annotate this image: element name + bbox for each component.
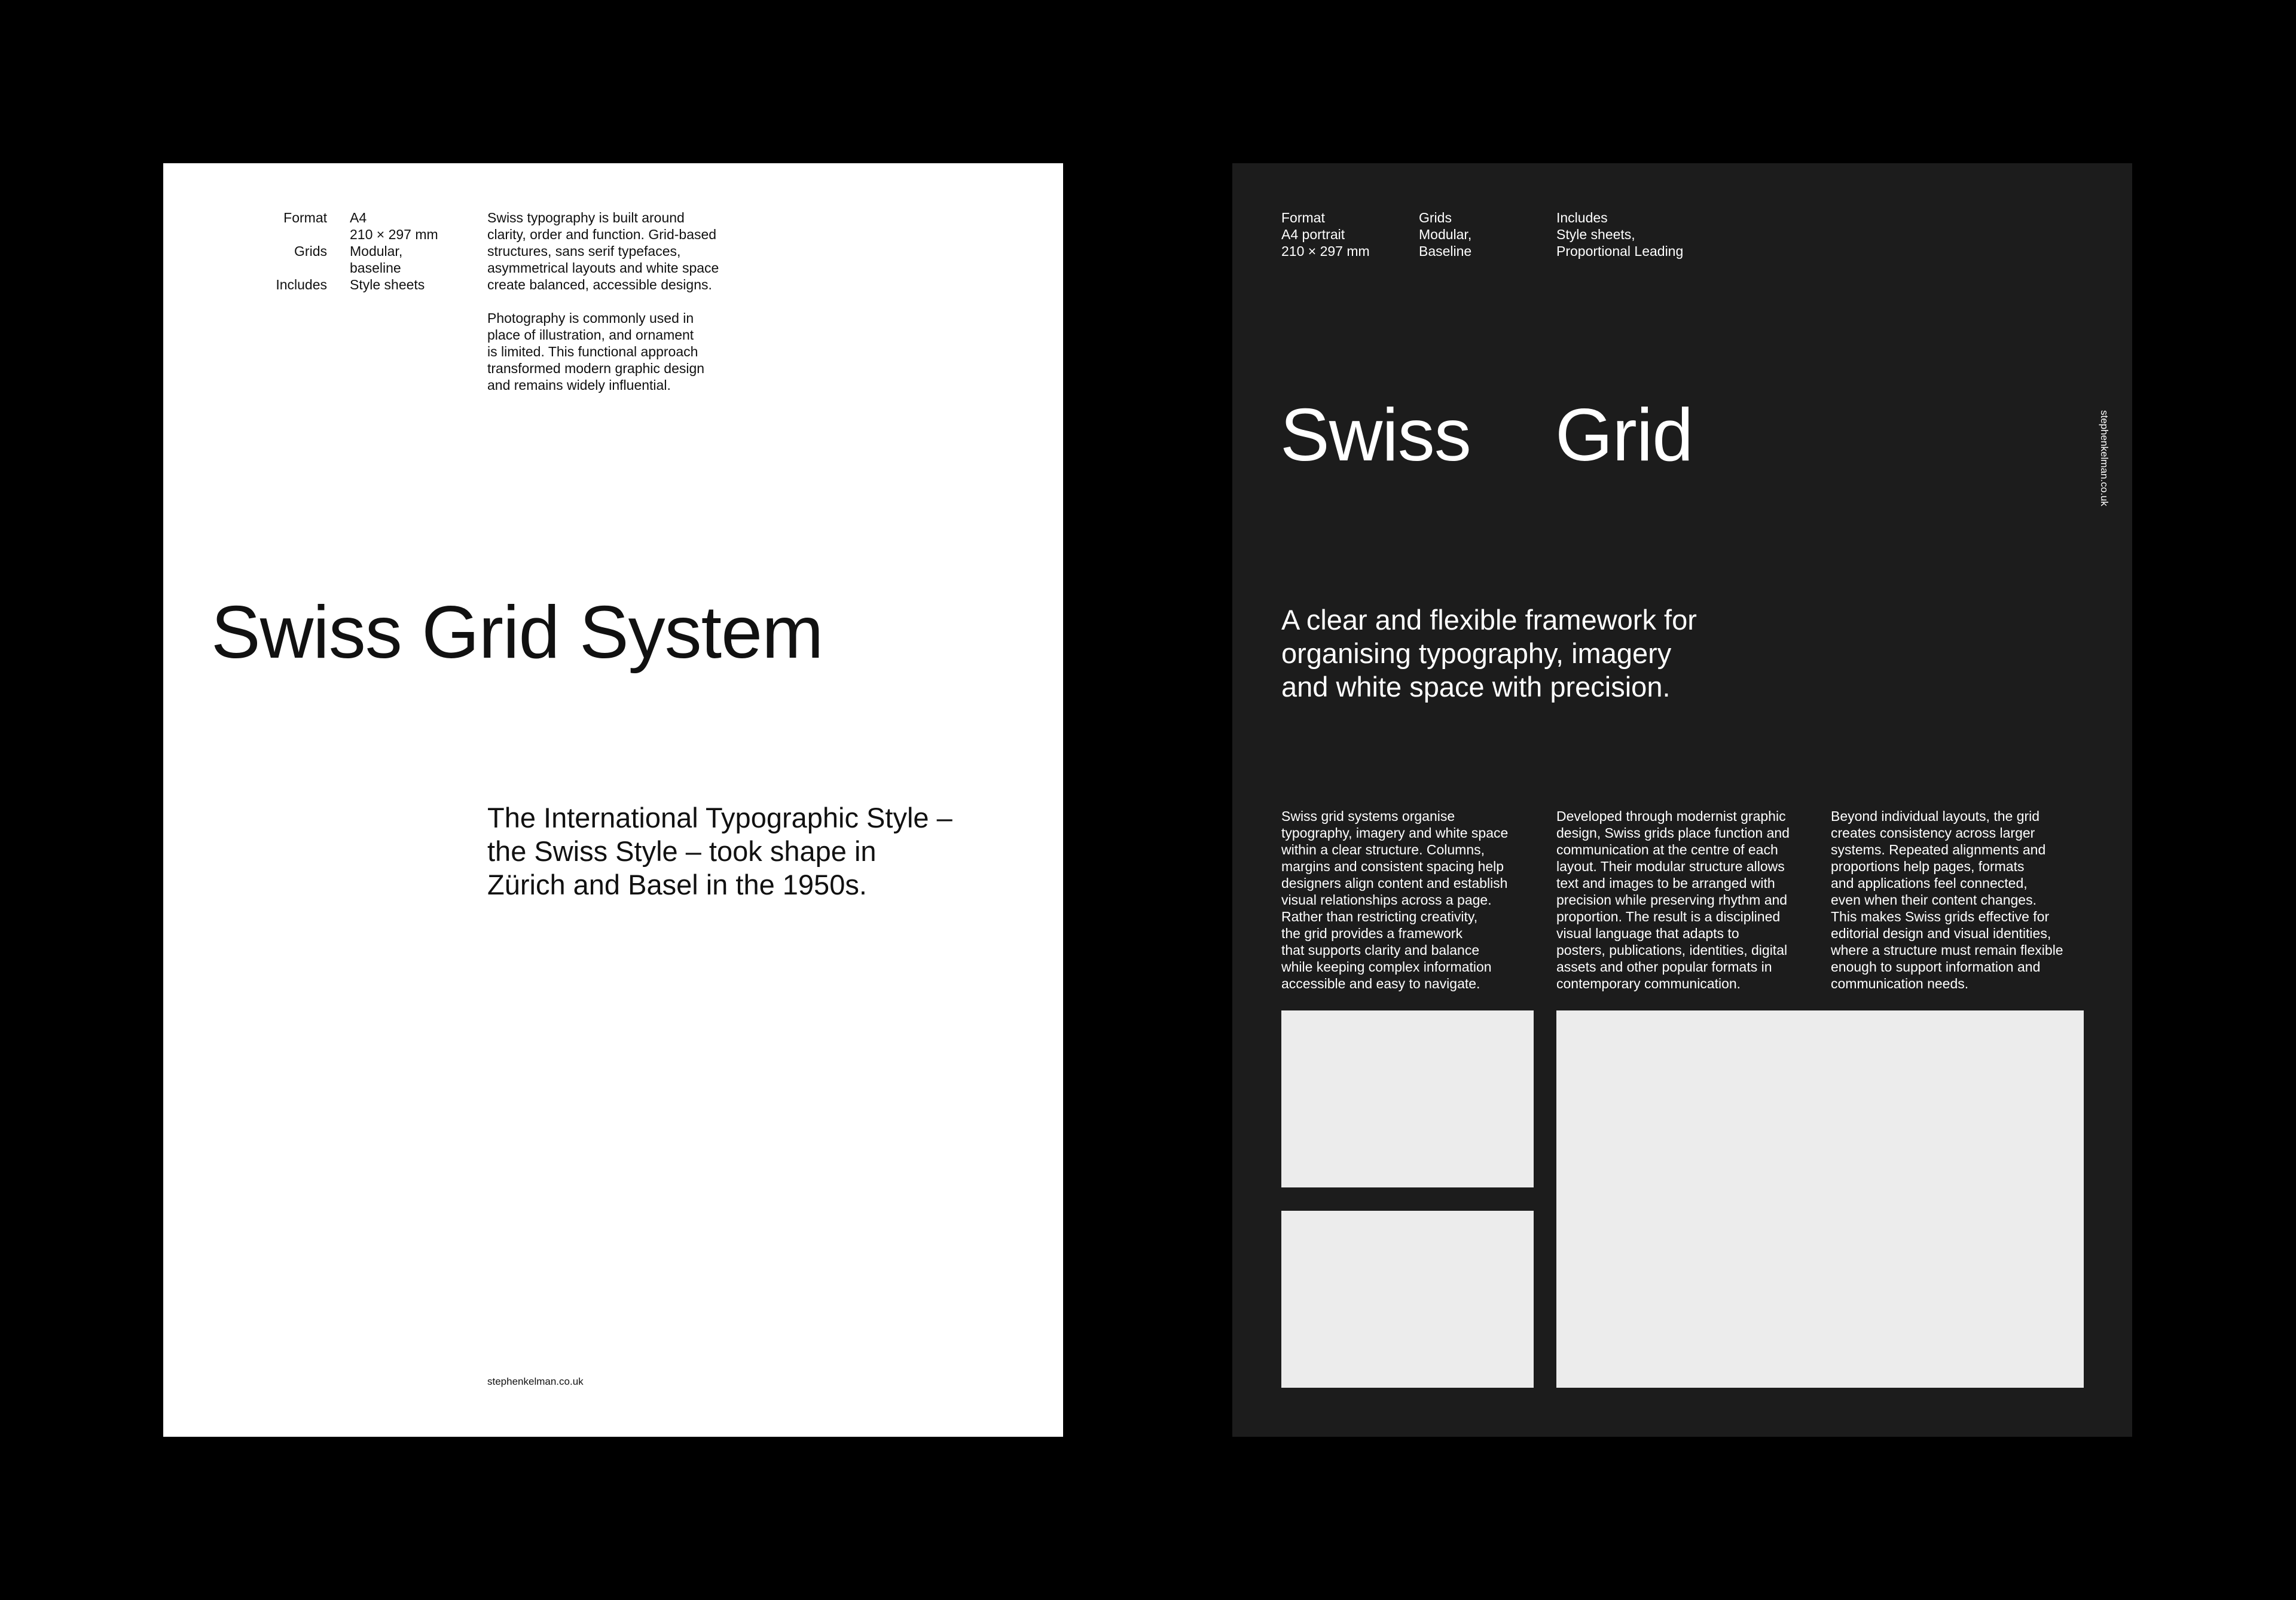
spec-label-grids: Grids	[294, 243, 327, 259]
body-column-3: Beyond individual layouts, the grid creates consistency across larger systems. Repeated alignments and proportions help pages, formats and applications feel connected, even when their content changes. This makes Swiss grids effective for editorial design and visual identities, where a structure must remain flexible enough to support information and communication needs.	[1831, 808, 2063, 991]
spec-value-line: A4	[350, 210, 367, 225]
dark-poster	[1232, 163, 2132, 1437]
poster-title: Swiss Grid System	[211, 591, 823, 674]
intro-text	[487, 209, 719, 393]
spec-format: Format A4 portrait 210 × 297 mm	[1281, 210, 1370, 259]
spec-value-includes	[350, 276, 425, 293]
poster-lead: A clear and flexible framework for organising typography, imagery and white space with precision.	[1281, 604, 1697, 703]
image-placeholder-small-top	[1281, 1010, 1534, 1187]
poster-title-grid: Grid	[1555, 394, 1693, 477]
intro-paragraph: Photography is commonly used in place of illustration, and ornament is limited. This functional approach transformed modern graphic design and remains widely influential.	[487, 310, 705, 393]
poster-lead: The International Typographic Style – the Swiss Style – took shape in Zürich and Basel in the 1950s.	[487, 802, 952, 900]
poster-title-swiss: Swiss	[1280, 394, 1471, 477]
spec-value-line: Style sheets	[350, 277, 425, 292]
body-column-1: Swiss grid systems organise typography, imagery and white space within a clear structure. Columns, margins and consistent spacing help designers align content and establish visual relationships across a page. Rather than restricting creativity, the grid provides a framework that supports clarity and balance while keeping complex information accessible and easy to navigate.	[1281, 808, 1509, 991]
image-placeholder-large	[1556, 1010, 2084, 1388]
spec-value-grids	[350, 243, 402, 276]
spec-label-includes: Includes	[276, 277, 327, 292]
side-url: stephenkelman.co.uk	[2099, 410, 2110, 506]
spec-value-line: baseline	[350, 260, 401, 276]
white-poster	[163, 163, 1063, 1437]
intro-paragraph: Swiss typography is built around clarity, order and function. Grid-based structures, sans serif typefaces, asymmetrical layouts and white space create balanced, accessible designs.	[487, 210, 719, 292]
spec-grids: Grids Modular, Baseline	[1419, 210, 1472, 259]
spec-value-line: Modular,	[350, 243, 403, 259]
footer-url: stephenkelman.co.uk	[487, 1376, 584, 1387]
body-column-2: Developed through modernist graphic design, Swiss grids place function and communication at the centre of each layout. Their modular structure allows text and images to be arranged with precision while preserving rhythm and proportion. The result is a disciplined visual language that adapts to posters, publications, identities, digital assets and other popular formats in contemporary communication.	[1556, 808, 1790, 991]
spec-label-format: Format	[283, 210, 327, 225]
image-placeholder-small-bottom	[1281, 1211, 1534, 1388]
spec-value-line: 210 × 297 mm	[350, 227, 438, 242]
spec-includes: Includes Style sheets, Proportional Leading	[1556, 210, 1684, 259]
spec-value-format	[350, 209, 438, 243]
